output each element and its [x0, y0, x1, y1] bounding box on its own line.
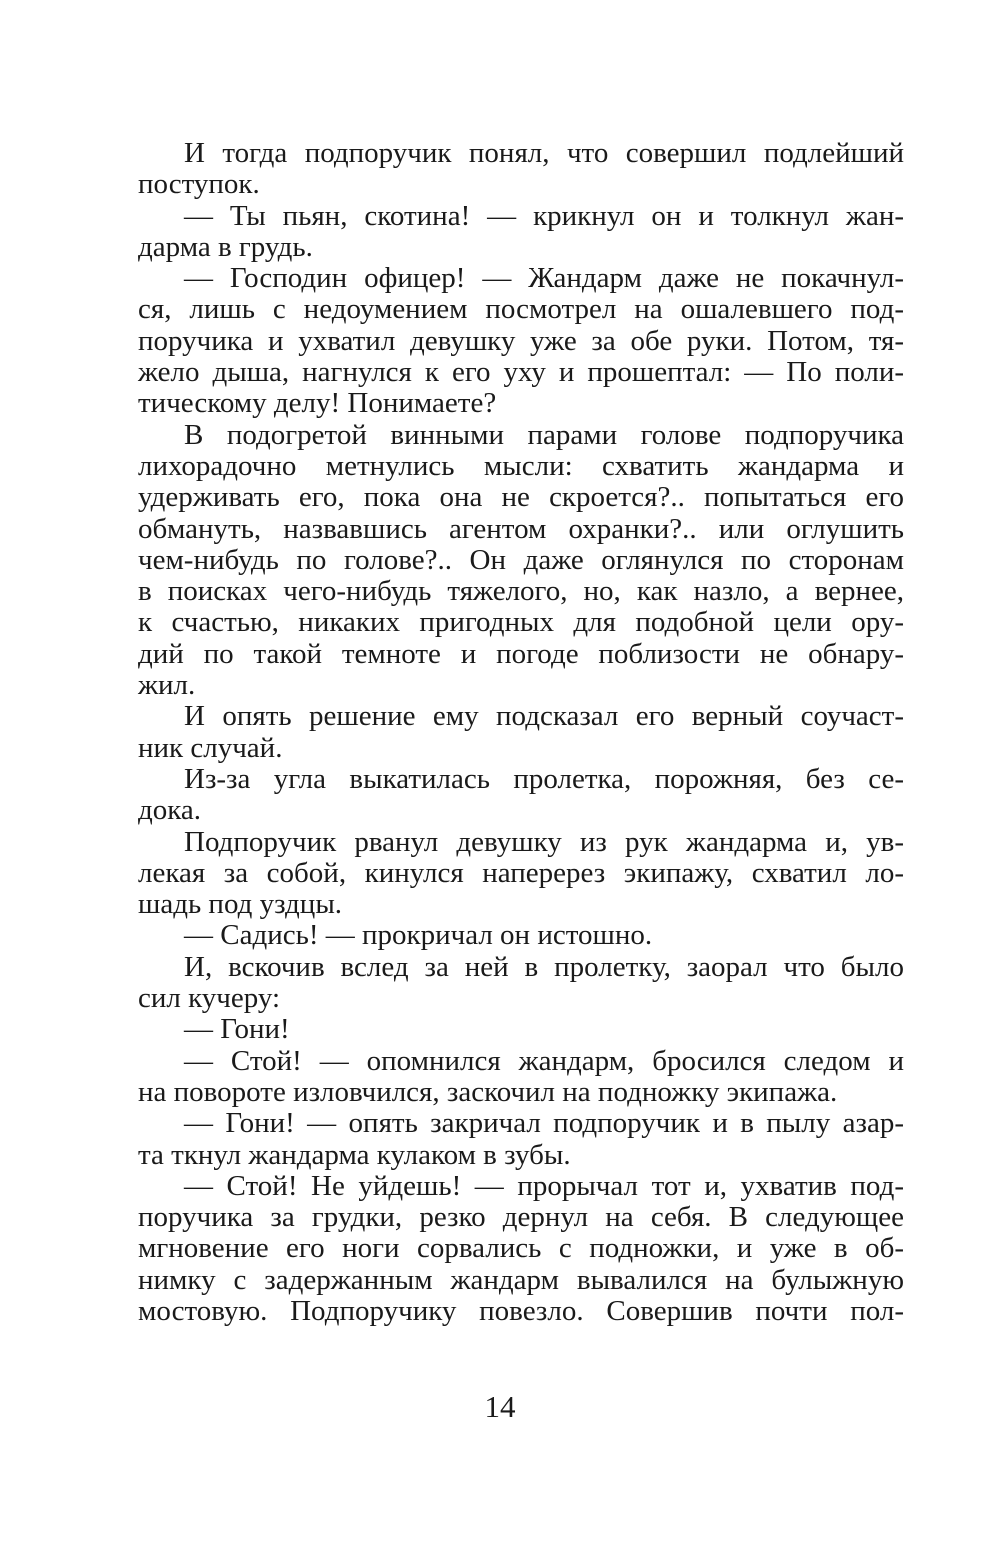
text-line: жил. [138, 669, 196, 702]
text-line: лекая за собой, кинулся наперерез экипажу, схватил ло- [138, 856, 904, 889]
text-line: к счастью, никаких пригодных для подобной цели ору- [138, 606, 904, 639]
text-line: та ткнул жандарма кулаком в зубы. [138, 1138, 571, 1171]
text-line: удерживать его, пока она не скроется?.. попытаться его [138, 481, 904, 514]
text-line: поступок. [138, 168, 260, 201]
text-line: на повороте изловчился, заскочил на подножку экипажа. [138, 1075, 838, 1108]
text-line: — Ты пьян, скотина! — крикнул он и толкнул жан- [184, 199, 904, 232]
page-number: 14 [484, 1389, 516, 1424]
text-line: дий по такой темноте и погоде поблизости не обнару- [138, 637, 904, 670]
text-line: тическому делу! Понимаете? [138, 387, 497, 420]
text-line: дарма в грудь. [138, 230, 313, 263]
text-line: В подогретой винными парами голове подпоручика [184, 418, 904, 451]
text-line: — Садись! — прокричал он истошно. [184, 919, 653, 952]
text-line: шадь под уздцы. [138, 888, 343, 921]
text-line: мостовую. Подпоручику повезло. Совершив почти пол- [138, 1294, 904, 1327]
text-line: — Стой! — опомнился жандарм, бросился следом и [184, 1044, 904, 1077]
text-line: чем-нибудь по голове?.. Он даже оглянулся по сторонам [138, 543, 904, 576]
text-line: поручика и ухватил девушку уже за обе руки. Потом, тя- [138, 324, 904, 357]
text-line: И тогда подпоручик понял, что совершил подлейший [184, 137, 904, 169]
text-line: поручика за грудки, резко дернул на себя. В следующее [138, 1201, 904, 1234]
text-line: — Гони! — опять закричал подпоручик и в пылу азар- [184, 1107, 904, 1140]
text-line: И, вскочив вслед за ней в пролетку, заорал что было [184, 950, 904, 983]
text-line: — Гони! [184, 1013, 290, 1046]
text-line: Подпоручик рванул девушку из рук жандарма и, ув- [184, 825, 904, 858]
text-line: в поисках чего-нибудь тяжелого, но, как назло, а вернее, [138, 575, 904, 608]
text-line: нимку с задержанным жандарм вывалился на булыжную [138, 1263, 904, 1296]
text-line: И опять решение ему подсказал его верный соучаст- [184, 700, 904, 733]
text-line: лихорадочно метнулись мысли: схватить жандарма и [138, 449, 904, 482]
text-line: Из-за угла выкатилась пролетка, порожняя, без се- [184, 762, 904, 795]
text-line: ся, лишь с недоумением посмотрел на ошалевшего под- [138, 293, 904, 326]
text-line: сил кучеру: [138, 982, 281, 1015]
text-line: — Стой! Не уйдешь! — прорычал тот и, ухватив под- [184, 1169, 904, 1202]
text-line: мгновение его ноги сорвались с подножки, и уже в об- [138, 1232, 904, 1265]
page-body-text [138, 138, 904, 1327]
text-line: обмануть, назвавшись агентом охранки?.. или оглушить [138, 512, 904, 545]
text-line: ник случай. [138, 731, 283, 764]
text-line: — Господин офицер! — Жандарм даже не покачнул- [184, 262, 904, 295]
text-line: жело дыша, нагнулся к его уху и прошептал: — По поли- [138, 356, 904, 389]
text-line: дока. [138, 794, 202, 827]
